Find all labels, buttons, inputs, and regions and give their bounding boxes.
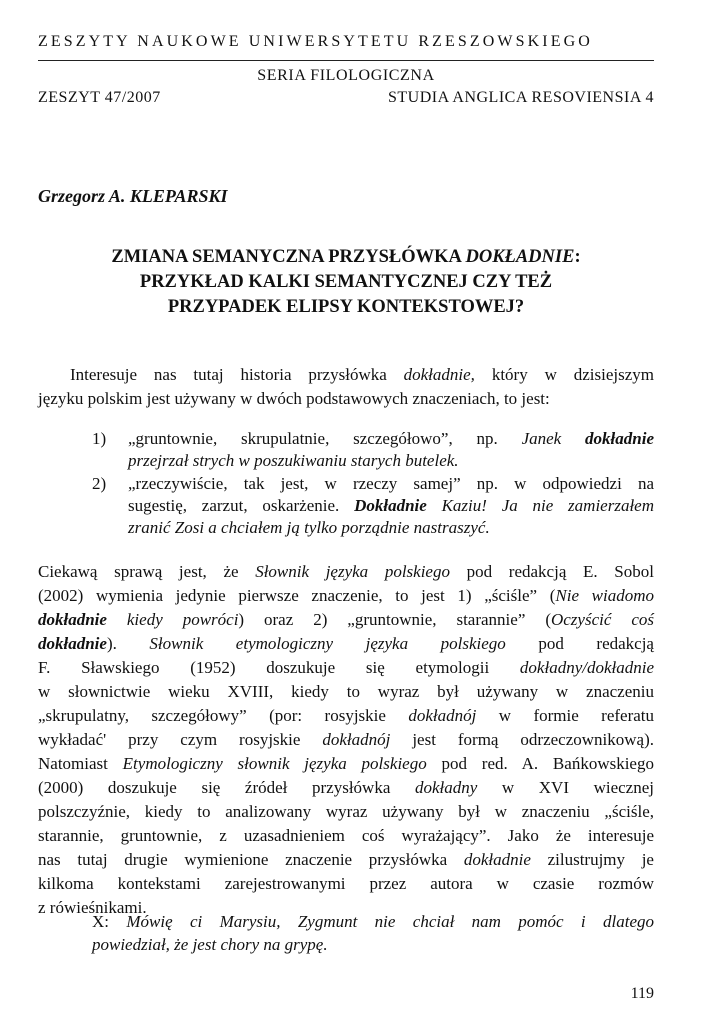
- document-page: [38, 0, 654, 1024]
- list-text: [128, 428, 654, 472]
- paragraph-line: dokładnie kiedy powróci) oraz 2) „gruntownie, starannie” (Oczyścić coś: [38, 610, 654, 629]
- list-line: przejrzał strych w poszukiwaniu starych butelek.: [128, 451, 459, 470]
- paragraph-line: starannie, gruntownie, z uzasadnieniem coś wyrażający”. Jako że interesuje: [38, 826, 654, 845]
- series-name: SERIA FILOLOGICZNA: [257, 67, 435, 84]
- paragraph-line: „skrupulatny, szczegółowy” (por: rosyjskie dokładnój w formie referatu: [38, 706, 655, 725]
- article-title: [38, 245, 654, 320]
- paragraph-line: nas tutaj drugie wymienione znaczenie przysłówka dokładnie zilustrujmy je: [38, 850, 654, 869]
- list-line: zranić Zosi a chciałem ją tylko porządnie nastraszyć.: [128, 518, 490, 537]
- journal-title: ZESZYTY NAUKOWE UNIWERSYTETU RZESZOWSKIEGO: [38, 33, 593, 50]
- paragraph-line: F. Sławskiego (1952) doszukuje się etymologii dokładny/dokładnie: [38, 658, 654, 677]
- list-line: sugestię, zarzut, oskarżenie. Dokładnie Kaziu! Ja nie zamierzałem: [128, 496, 654, 515]
- example-line: X: Mówię ci Marysiu, Zygmunt nie chciał nam pomóc i dlatego: [92, 912, 654, 931]
- issue-number: ZESZYT 47/2007: [38, 89, 161, 106]
- intro-paragraph: [38, 363, 654, 411]
- list-line: „gruntownie, skrupulatnie, szczegółowo”, np. Janek dokładnie: [128, 429, 654, 448]
- page-number: 119: [630, 985, 654, 1002]
- paragraph-line: Interesuje nas tutaj historia przysłówka dokładnie, który w dzisiejszym: [70, 365, 654, 384]
- title-line-1: ZMIANA SEMANYCZNA PRZYSŁÓWKA DOKŁADNIE:: [111, 247, 581, 267]
- header-rule: [38, 60, 654, 61]
- list-text: [128, 473, 654, 539]
- main-paragraph: [38, 560, 654, 920]
- paragraph-line: Ciekawą sprawą jest, że Słownik języka polskiego pod redakcją E. Sobol: [38, 562, 654, 581]
- list-line: „rzeczywiście, tak jest, w rzeczy samej” np. w odpowiedzi na: [128, 474, 654, 493]
- paragraph-line: wykładać' przy czym rosyjskie dokładnój jest formą odrzeczownikową).: [38, 730, 654, 749]
- example-block: [92, 910, 654, 956]
- paragraph-line: Natomiast Etymologiczny słownik języka polskiego pod red. A. Bańkowskiego: [38, 754, 654, 773]
- paragraph-line: (2002) wymienia jedynie pierwsze znaczenie, to jest 1) „ściśle” (Nie wiadomo: [38, 586, 654, 605]
- paragraph-line: (2000) doszukuje się źródeł przysłówka dokładny w XVI wiecznej: [38, 778, 654, 797]
- studia-volume: STUDIA ANGLICA RESOVIENSIA 4: [387, 89, 654, 106]
- example-line: powiedział, że jest chory na grypę.: [92, 935, 328, 954]
- title-line-3: PRZYPADEK ELIPSY KONTEKSTOWEJ?: [167, 297, 525, 317]
- paragraph-line: kilkoma kontekstami zarejestrowanymi przez autora w czasie rozmów: [38, 874, 654, 893]
- paragraph-line: dokładnie). Słownik etymologiczny języka polskiego pod redakcją: [38, 634, 654, 653]
- paragraph-line: z rówieśnikami.: [38, 898, 147, 917]
- article-author: Grzegorz A. KLEPARSKI: [38, 186, 228, 206]
- list-number: 1): [92, 429, 107, 448]
- paragraph-line: języku polskim jest używany w dwóch podstawowych znaczeniach, to jest:: [38, 389, 550, 408]
- list-number: 2): [92, 474, 107, 493]
- paragraph-line: polszczyźnie, kiedy to analizowany wyraz używany był w znaczeniu „ściśle,: [38, 802, 654, 821]
- paragraph-line: w słownictwie wieku XVIII, kiedy to wyraz był używany w znaczeniu: [38, 682, 654, 701]
- title-line-2: PRZYKŁAD KALKI SEMANTYCZNEJ CZY TEŻ: [139, 272, 553, 292]
